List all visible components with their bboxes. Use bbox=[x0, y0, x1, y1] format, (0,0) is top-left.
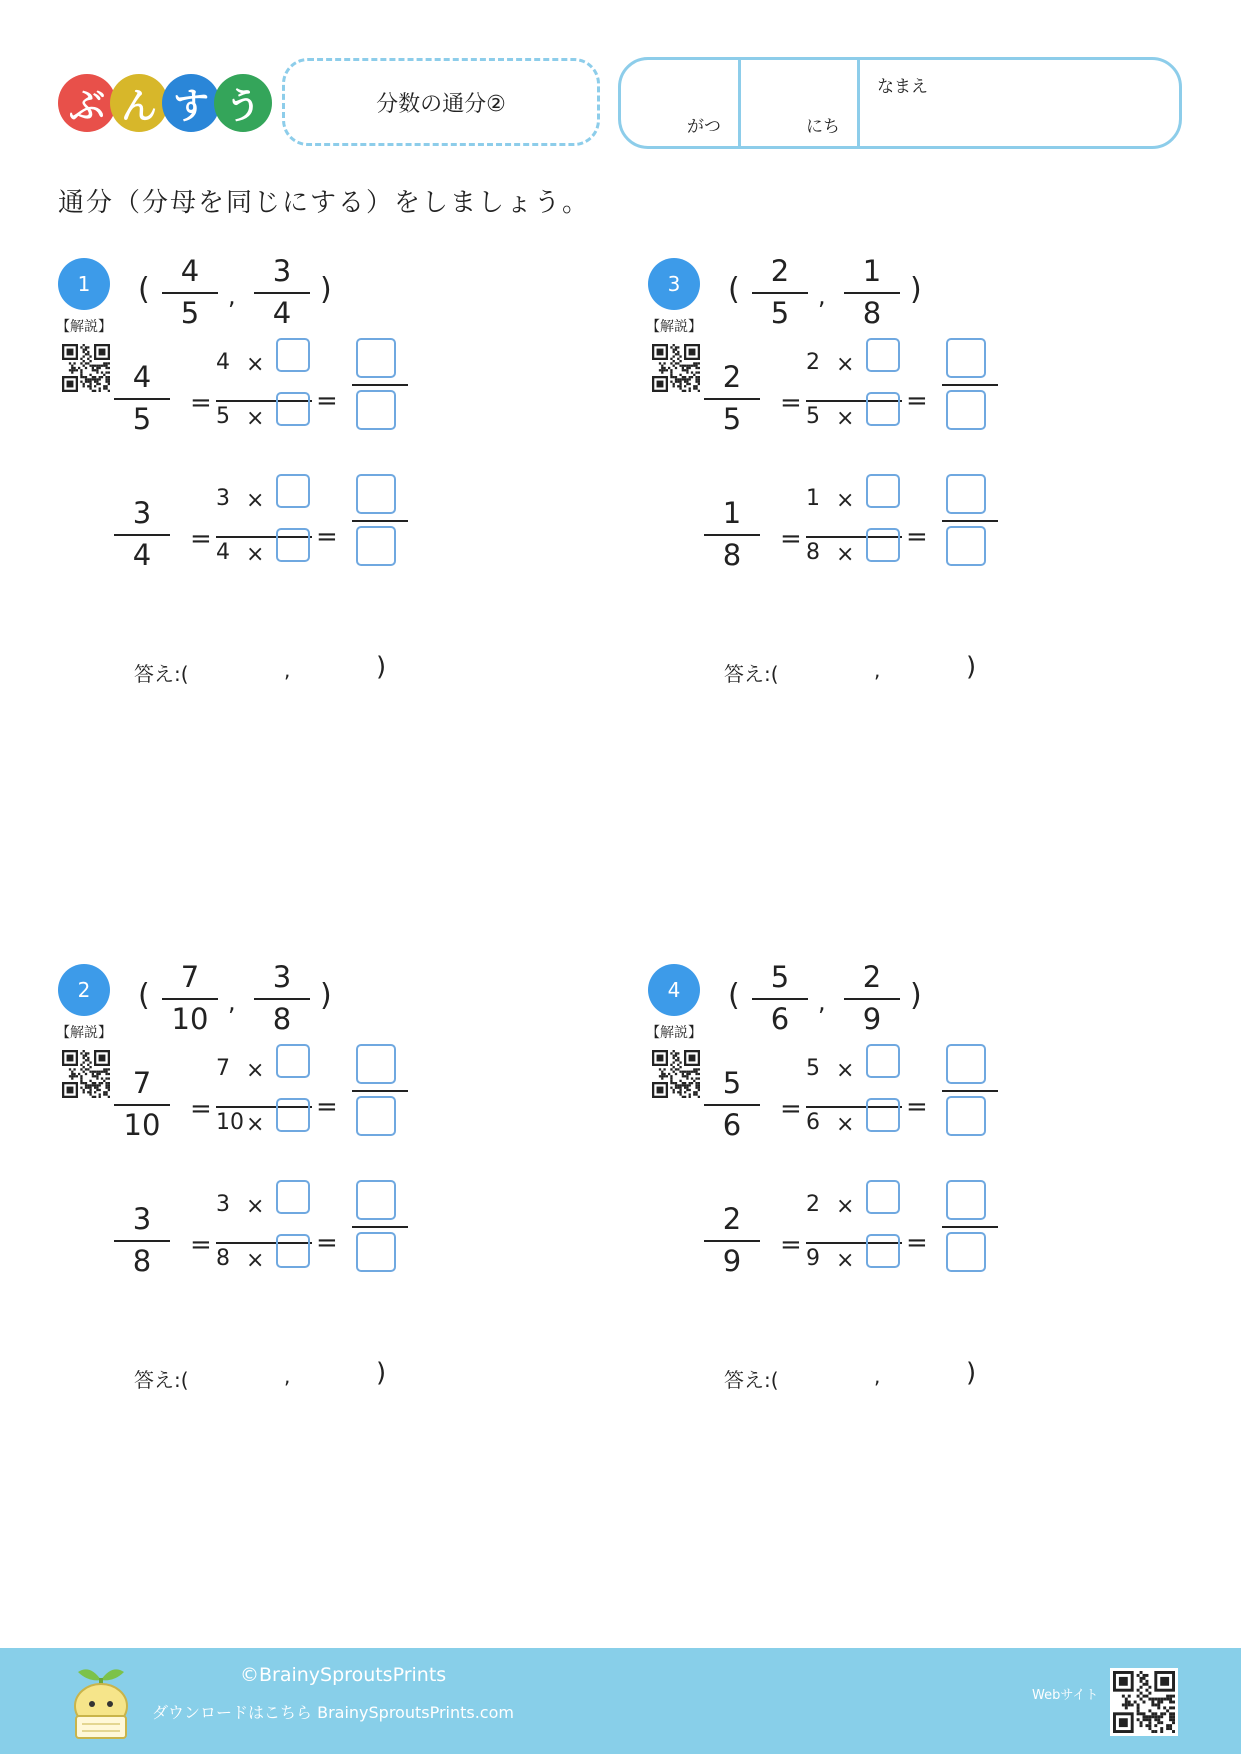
comma: , bbox=[818, 282, 826, 310]
fraction-bar bbox=[114, 398, 170, 400]
logo-char: す bbox=[162, 74, 220, 132]
result-denominator-box[interactable] bbox=[356, 1232, 396, 1272]
denominator-left: 4 bbox=[132, 538, 152, 572]
numerator-mult: 3 bbox=[216, 486, 230, 511]
equals-sign: = bbox=[780, 524, 802, 554]
numerator-mult: 3 bbox=[216, 1192, 230, 1217]
result-denominator-box[interactable] bbox=[356, 1096, 396, 1136]
fraction-bar bbox=[704, 1240, 760, 1242]
website-label: Webサイト bbox=[1032, 1688, 1099, 1703]
multiplier-box-top[interactable] bbox=[276, 474, 310, 508]
times-sign: × bbox=[246, 352, 265, 377]
month-label: がつ bbox=[687, 117, 721, 137]
equals-sign: = bbox=[190, 1230, 212, 1260]
denominator: 6 bbox=[770, 1002, 790, 1036]
logo bbox=[58, 74, 266, 132]
result-denominator-box[interactable] bbox=[356, 526, 396, 566]
website-qr-icon[interactable] bbox=[1110, 1668, 1178, 1736]
numerator-mult: 5 bbox=[806, 1056, 820, 1081]
denominator-mult: 5 bbox=[216, 404, 230, 429]
equals-sign: = bbox=[906, 386, 928, 416]
multiplier-box-top[interactable] bbox=[276, 1180, 310, 1214]
equals-sign: = bbox=[190, 388, 212, 418]
kaisetsu-label: 【解説】 bbox=[646, 319, 702, 335]
problem-number-badge: 1 bbox=[58, 258, 110, 310]
paren-close: ) bbox=[320, 272, 332, 307]
result-denominator-box[interactable] bbox=[946, 390, 986, 430]
fraction-bar bbox=[704, 534, 760, 536]
name-label: なまえ bbox=[877, 77, 928, 97]
kaisetsu-qr-icon[interactable] bbox=[652, 1050, 700, 1098]
kaisetsu-label: 【解説】 bbox=[56, 319, 112, 335]
fraction-bar bbox=[254, 292, 310, 294]
multiplier-box-bottom[interactable] bbox=[866, 1098, 900, 1132]
answer-close-paren: ) bbox=[376, 1358, 387, 1388]
answer-close-paren: ) bbox=[376, 652, 387, 682]
problem-3 bbox=[646, 254, 1208, 698]
equals-sign: = bbox=[780, 388, 802, 418]
denominator-mult: 5 bbox=[806, 404, 820, 429]
problem-1 bbox=[56, 254, 618, 698]
problem-number-badge: 2 bbox=[58, 964, 110, 1016]
denominator-left: 8 bbox=[132, 1244, 152, 1278]
fraction-bar bbox=[162, 292, 218, 294]
equals-sign: = bbox=[906, 522, 928, 552]
times-sign: × bbox=[836, 542, 855, 567]
equals-sign: = bbox=[780, 1230, 802, 1260]
result-denominator-box[interactable] bbox=[946, 1232, 986, 1272]
times-sign: × bbox=[836, 1248, 855, 1273]
name-date-box bbox=[618, 57, 1182, 149]
fraction-bar bbox=[114, 1240, 170, 1242]
answer-comma: , bbox=[874, 658, 881, 682]
denominator-mult: 9 bbox=[806, 1246, 820, 1271]
numerator-left: 2 bbox=[722, 1202, 742, 1236]
numerator-left: 5 bbox=[722, 1066, 742, 1100]
kaisetsu-label: 【解説】 bbox=[646, 1025, 702, 1041]
multiplier-box-top[interactable] bbox=[866, 338, 900, 372]
fraction-bar bbox=[752, 998, 808, 1000]
times-sign: × bbox=[836, 1194, 855, 1219]
multiplier-box-top[interactable] bbox=[866, 1044, 900, 1078]
denominator-left: 10 bbox=[123, 1108, 161, 1142]
denominator: 8 bbox=[862, 296, 882, 330]
fraction-bar bbox=[352, 1090, 408, 1092]
times-sign: × bbox=[836, 1058, 855, 1083]
multiplier-box-bottom[interactable] bbox=[276, 392, 310, 426]
multiplier-box-bottom[interactable] bbox=[866, 528, 900, 562]
equals-sign: = bbox=[190, 524, 212, 554]
numerator-left: 4 bbox=[132, 360, 152, 394]
equals-sign: = bbox=[316, 1228, 338, 1258]
equals-sign: = bbox=[316, 386, 338, 416]
fraction-bar bbox=[942, 1226, 998, 1228]
comma: , bbox=[228, 282, 236, 310]
paren-close: ) bbox=[910, 978, 922, 1013]
result-numerator-box[interactable] bbox=[946, 338, 986, 378]
multiplier-box-top[interactable] bbox=[276, 338, 310, 372]
numerator-mult: 2 bbox=[806, 350, 820, 375]
fraction-bar bbox=[352, 1226, 408, 1228]
numerator: 7 bbox=[180, 960, 200, 994]
fraction-bar bbox=[942, 384, 998, 386]
logo-char: ぶ bbox=[58, 74, 116, 132]
times-sign: × bbox=[836, 488, 855, 513]
numerator-left: 1 bbox=[722, 496, 742, 530]
answer-comma: , bbox=[284, 658, 291, 682]
numerator-mult: 2 bbox=[806, 1192, 820, 1217]
denominator-left: 5 bbox=[132, 402, 152, 436]
denominator-mult: 10 bbox=[216, 1110, 244, 1135]
result-denominator-box[interactable] bbox=[946, 1096, 986, 1136]
fraction-bar bbox=[352, 384, 408, 386]
fraction-bar bbox=[942, 1090, 998, 1092]
numerator-mult: 4 bbox=[216, 350, 230, 375]
numerator: 3 bbox=[272, 960, 292, 994]
qr-code-icon bbox=[1113, 1671, 1175, 1733]
numerator-mult: 7 bbox=[216, 1056, 230, 1081]
equals-sign: = bbox=[190, 1094, 212, 1124]
answer-close-paren: ) bbox=[966, 652, 977, 682]
multiplier-box-bottom[interactable] bbox=[276, 528, 310, 562]
copyright-text: ©BrainySproutsPrints bbox=[240, 1664, 447, 1686]
times-sign: × bbox=[836, 406, 855, 431]
kaisetsu-qr-icon[interactable] bbox=[62, 1050, 110, 1098]
numerator-left: 3 bbox=[132, 496, 152, 530]
times-sign: × bbox=[246, 1248, 265, 1273]
multiplier-box-top[interactable] bbox=[276, 1044, 310, 1078]
result-numerator-box[interactable] bbox=[946, 1180, 986, 1220]
numerator: 4 bbox=[180, 254, 200, 288]
result-numerator-box[interactable] bbox=[356, 474, 396, 514]
numerator-left: 7 bbox=[132, 1066, 152, 1100]
paren-open: ( bbox=[138, 272, 150, 307]
numerator: 3 bbox=[272, 254, 292, 288]
equals-sign: = bbox=[906, 1228, 928, 1258]
denominator-mult: 8 bbox=[806, 540, 820, 565]
fraction-bar bbox=[942, 520, 998, 522]
problem-number-badge: 4 bbox=[648, 964, 700, 1016]
denominator-mult: 8 bbox=[216, 1246, 230, 1271]
comma: , bbox=[818, 988, 826, 1016]
result-denominator-box[interactable] bbox=[356, 390, 396, 430]
multiplier-box-bottom[interactable] bbox=[866, 1234, 900, 1268]
paren-close: ) bbox=[910, 272, 922, 307]
kaisetsu-qr-icon[interactable] bbox=[62, 344, 110, 392]
fraction-bar bbox=[254, 998, 310, 1000]
result-numerator-box[interactable] bbox=[356, 1044, 396, 1084]
logo-char: う bbox=[214, 74, 272, 132]
equals-sign: = bbox=[316, 522, 338, 552]
multiplier-box-top[interactable] bbox=[866, 1180, 900, 1214]
result-numerator-box[interactable] bbox=[946, 1044, 986, 1084]
fraction-bar bbox=[352, 520, 408, 522]
denominator: 8 bbox=[272, 1002, 292, 1036]
fraction-bar bbox=[844, 998, 900, 1000]
result-numerator-box[interactable] bbox=[946, 474, 986, 514]
sprout-mascot-icon bbox=[70, 1660, 132, 1740]
denominator-left: 6 bbox=[722, 1108, 742, 1142]
denominator-mult: 4 bbox=[216, 540, 230, 565]
denominator-left: 5 bbox=[722, 402, 742, 436]
answer-close-paren: ) bbox=[966, 1358, 977, 1388]
times-sign: × bbox=[246, 1112, 265, 1137]
problem-2 bbox=[56, 960, 618, 1404]
day-label: にち bbox=[806, 117, 840, 137]
numerator-left: 2 bbox=[722, 360, 742, 394]
worksheet-title: 分数の通分② bbox=[282, 58, 600, 146]
equals-sign: = bbox=[906, 1092, 928, 1122]
times-sign: × bbox=[246, 1194, 265, 1219]
equals-sign: = bbox=[316, 1092, 338, 1122]
times-sign: × bbox=[246, 406, 265, 431]
times-sign: × bbox=[246, 1058, 265, 1083]
numerator: 2 bbox=[770, 254, 790, 288]
denominator-left: 9 bbox=[722, 1244, 742, 1278]
denominator: 4 bbox=[272, 296, 292, 330]
answer-comma: , bbox=[874, 1364, 881, 1388]
times-sign: × bbox=[836, 352, 855, 377]
fraction-bar bbox=[704, 1104, 760, 1106]
paren-close: ) bbox=[320, 978, 332, 1013]
problem-number-badge: 3 bbox=[648, 258, 700, 310]
fraction-bar bbox=[162, 998, 218, 1000]
times-sign: × bbox=[246, 488, 265, 513]
numerator-mult: 1 bbox=[806, 486, 820, 511]
result-numerator-box[interactable] bbox=[356, 338, 396, 378]
multiplier-box-top[interactable] bbox=[866, 474, 900, 508]
denominator: 10 bbox=[171, 1002, 209, 1036]
download-link[interactable]: ダウンロードはこちら BrainySproutsPrints.com bbox=[152, 1703, 514, 1722]
kaisetsu-qr-icon[interactable] bbox=[652, 344, 700, 392]
comma: , bbox=[228, 988, 236, 1016]
times-sign: × bbox=[246, 542, 265, 567]
problem-4 bbox=[646, 960, 1208, 1404]
fraction-bar bbox=[844, 292, 900, 294]
logo-char: ん bbox=[110, 74, 168, 132]
equals-sign: = bbox=[780, 1094, 802, 1124]
denominator-mult: 6 bbox=[806, 1110, 820, 1135]
fraction-bar bbox=[752, 292, 808, 294]
numerator-left: 3 bbox=[132, 1202, 152, 1236]
result-denominator-box[interactable] bbox=[946, 526, 986, 566]
result-numerator-box[interactable] bbox=[356, 1180, 396, 1220]
numerator: 2 bbox=[862, 960, 882, 994]
kaisetsu-label: 【解説】 bbox=[56, 1025, 112, 1041]
answer-label: 答え:( bbox=[134, 662, 189, 686]
answer-label: 答え:( bbox=[724, 662, 779, 686]
numerator: 1 bbox=[862, 254, 882, 288]
paren-open: ( bbox=[728, 272, 740, 307]
denominator-left: 8 bbox=[722, 538, 742, 572]
denominator: 5 bbox=[180, 296, 200, 330]
paren-open: ( bbox=[728, 978, 740, 1013]
instruction-text: 通分（分母を同じにする）をしましょう。 bbox=[58, 188, 591, 218]
fraction-bar bbox=[114, 534, 170, 536]
times-sign: × bbox=[836, 1112, 855, 1137]
denominator: 9 bbox=[862, 1002, 882, 1036]
answer-label: 答え:( bbox=[134, 1368, 189, 1392]
denominator: 5 bbox=[770, 296, 790, 330]
answer-comma: , bbox=[284, 1364, 291, 1388]
fraction-bar bbox=[704, 398, 760, 400]
multiplier-box-bottom[interactable] bbox=[276, 1234, 310, 1268]
answer-label: 答え:( bbox=[724, 1368, 779, 1392]
paren-open: ( bbox=[138, 978, 150, 1013]
multiplier-box-bottom[interactable] bbox=[276, 1098, 310, 1132]
numerator: 5 bbox=[770, 960, 790, 994]
fraction-bar bbox=[114, 1104, 170, 1106]
multiplier-box-bottom[interactable] bbox=[866, 392, 900, 426]
